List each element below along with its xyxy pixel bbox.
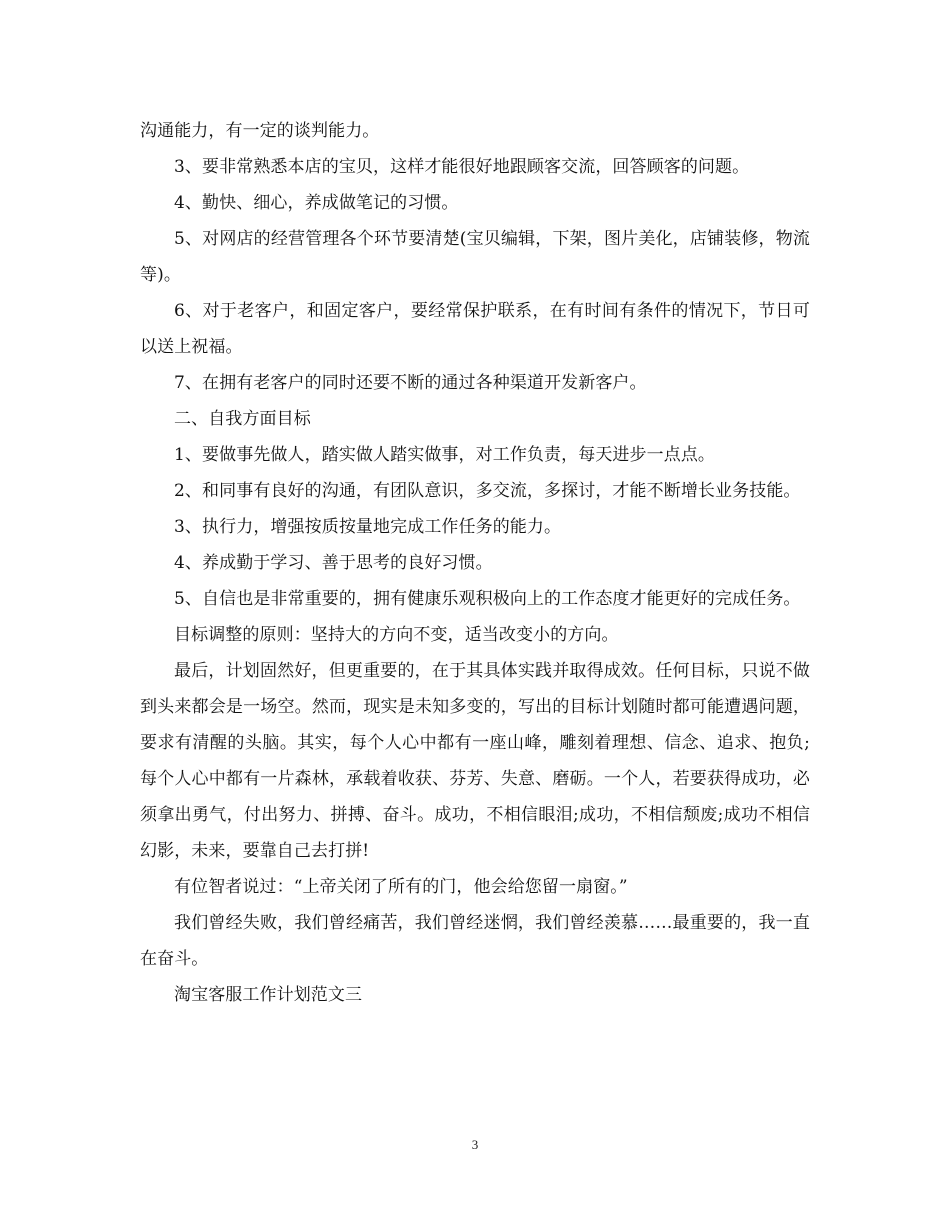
paragraph-struggle: 我们曾经失败，我们曾经痛苦，我们曾经迷惘，我们曾经羡慕……最重要的，我一直在奋斗。	[140, 913, 810, 969]
section-heading-self-goals: 二、自我方面目标	[174, 409, 311, 429]
paragraph-self-item-5: 5、自信也是非常重要的，拥有健康乐观积极向上的工作态度才能更好的完成任务。	[174, 589, 801, 609]
paragraph-self-item-4: 4、养成勤于学习、善于思考的良好习惯。	[174, 553, 493, 573]
paragraph-self-item-3: 3、执行力，增强按质按量地完成工作任务的能力。	[174, 517, 562, 537]
paragraph-self-item-2: 2、和同事有良好的沟通，有团队意识，多交流，多探讨，才能不断增长业务技能。	[174, 481, 801, 501]
paragraph-item-7-new-customers: 7、在拥有老客户的同时还要不断的通过各种渠道开发新客户。	[174, 373, 647, 393]
paragraph-self-item-1: 1、要做事先做人，踏实做人踏实做事，对工作负责，每天进步一点点。	[174, 445, 716, 465]
paragraph-adjustment-principle: 目标调整的原则：坚持大的方向不变，适当改变小的方向。	[174, 625, 619, 645]
paragraph-conclusion: 最后，计划固然好，但更重要的，在于其具体实践并取得成效。任何目标，只说不做到头来都会是一场空。然而，现实是未知多变的，写出的目标计划随时都可能遭遇问题，要求有清醒的头脑。其实，每个人心中都有一座山峰，雕刻着理想、信念、追求、抱负;每个人心中都有一片森林，承载着收获、芬芳、失意、磨砺。一个人，若要获得成功，必须拿出勇气，付出努力、拼搏、奋斗。成功，不相信眼泪;成功，不相信颓废;成功不相信幻影，未来，要靠自己去打拼!	[140, 661, 810, 861]
page-number: 3	[471, 1137, 479, 1152]
section-heading-sample-three: 淘宝客服工作计划范文三	[174, 985, 363, 1005]
paragraph-item-6-old-customers: 6、对于老客户，和固定客户，要经常保护联系，在有时间有条件的情况下，节日可以送上祝福。	[140, 301, 810, 357]
document-body	[140, 113, 810, 1013]
paragraph-continuation: 沟通能力，有一定的谈判能力。	[140, 121, 380, 141]
paragraph-item-3-familiarity: 3、要非常熟悉本店的宝贝，这样才能很好地跟顾客交流，回答顾客的问题。	[174, 157, 750, 177]
paragraph-quote: 有位智者说过：“上帝关闭了所有的门，他会给您留一扇窗。”	[174, 877, 628, 897]
paragraph-item-4-diligence: 4、勤快、细心，养成做笔记的习惯。	[174, 193, 459, 213]
paragraph-item-5-management: 5、对网店的经营管理各个环节要清楚(宝贝编辑，下架，图片美化，店铺装修，物流等)。	[140, 229, 810, 285]
